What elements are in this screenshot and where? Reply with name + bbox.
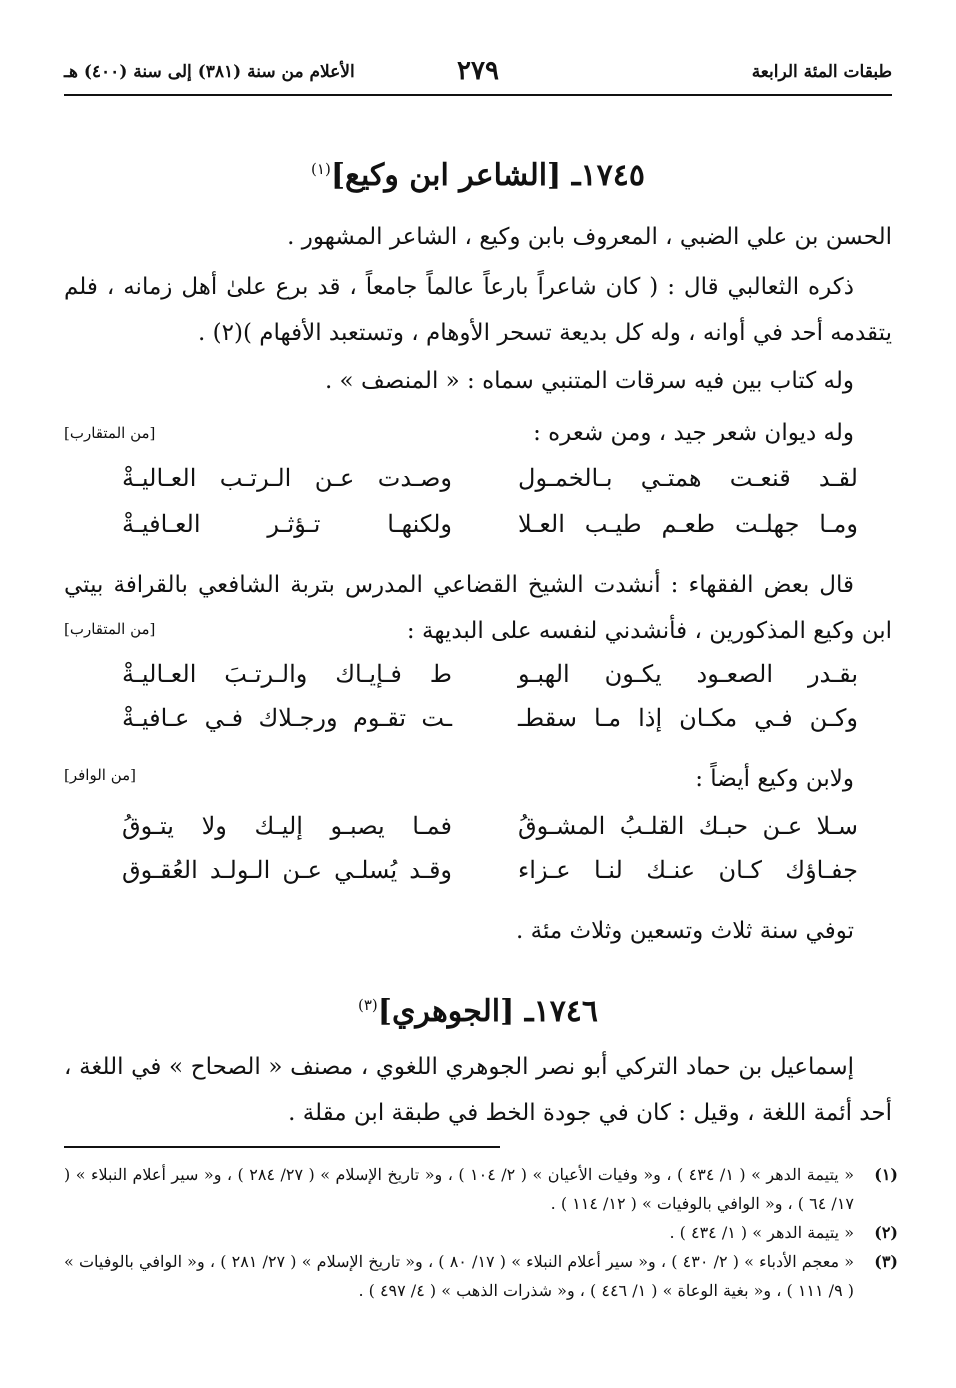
- entry-title-text: ١٧٤٥ـ [الشاعر ابن وكيع]: [330, 158, 645, 193]
- footnote: [64, 1218, 898, 1247]
- verse-line: [64, 704, 892, 748]
- footnote-ref: (١): [311, 160, 331, 178]
- intro-paragraph: ولابن وكيع أيضاً :: [695, 766, 854, 792]
- hemistich-right: بقـدر الصعـود يكـون الهبـو: [518, 660, 858, 688]
- verse-line: [64, 856, 892, 900]
- footnote-number: (٢): [874, 1223, 898, 1242]
- entry-1746-title: [64, 994, 892, 1029]
- page-number: ٢٧٩: [457, 56, 499, 86]
- hemistich-left: ط فـإيـاك والـرتـبَ العـاليـةْ: [122, 660, 452, 688]
- hemistich-left: فمـا يصبـو إليـك ولا يتـوقُ: [122, 812, 452, 840]
- meter-label: [من الوافر]: [64, 766, 137, 784]
- chapter-title: طبقات المئة الرابعة: [751, 62, 892, 82]
- footnote-text: « يتيمة الدهر » ( ١/ ٤٣٤ ) .: [669, 1223, 854, 1242]
- footnote: [64, 1160, 898, 1218]
- header-rule: [64, 94, 892, 96]
- bio-paragraph: إسماعيل بن حماد التركي أبو نصر الجوهري اللغوي ، مصنف « الصحاح » في اللغة ، أحد أئمة اللغة ، وقيل : كان في جودة الخط في طبقة ابن مقلة .: [64, 1054, 892, 1126]
- hemistich-right: وكـن فـي مكـان إذا مـا سقطـ: [518, 704, 858, 732]
- verse-line: [64, 464, 892, 508]
- footnote-ref: (٣): [357, 996, 378, 1014]
- hemistich-right: لقـد قنعـت همتـي بـالخمـول: [518, 464, 858, 492]
- verse-line: [64, 812, 892, 856]
- hemistich-left: ـت تقـوم ورجـلاك فـي عـافيـةْ: [122, 704, 452, 732]
- entry-1745-title: [64, 158, 892, 193]
- anecdote-paragraph: قال بعض الفقهاء : أنشدت الشيخ القضاعي المدرس بتربة الشافعي بالقرافة بيتي ابن وكيع المذكورين ، فأنشدني لنفسه على البديهة :: [64, 572, 892, 644]
- hemistich-left: وقـد يُسلـي عـن الـولـد العُقـوق: [122, 856, 452, 884]
- footnote-rule: [64, 1146, 500, 1148]
- footnotes: [64, 1160, 898, 1305]
- footnote-number: (٣): [874, 1252, 898, 1271]
- verse-line: [64, 660, 892, 704]
- quote-paragraph: ذكره الثعالبي قال : ( كان شاعراً بارعاً عالماً جامعاً ، قد برع علىٰ أهل زمانه ، فلم يتقدمه أحد في أوانه ، وله كل بديعة تسحر الأوهام ، وتستعبد الأفهام )(٢) .: [64, 274, 892, 346]
- hemistich-right: سـلا عـن حبـك القلـبُ المشـوقُ: [518, 812, 858, 840]
- footnote-number: (١): [874, 1165, 898, 1184]
- footnote-text: « معجم الأدباء » ( ٢/ ٤٣٠ ) ، و« سير أعلام النبلاء » ( ١٧/ ٨٠ ) ، و« تاريخ الإسلام » ( ٢٧/ ٢٨١ ) ، و« الوافي بالوفيات » ( ٩/ ١١١ ) ، و« بغية الوعاة » ( ١/ ٤٤٦ ) ، و« شذرات الذهب » ( ٤/ ٤٩٧ ) .: [64, 1252, 855, 1300]
- bio-paragraph: الحسن بن علي الضبي ، المعروف بابن وكيع ، الشاعر المشهور .: [287, 224, 892, 250]
- footnote: [64, 1247, 898, 1305]
- entry-title-text: ١٧٤٦ـ [الجوهري]: [377, 994, 599, 1029]
- meter-label: [من المتقارب]: [64, 620, 156, 638]
- book-paragraph: وله كتاب بين فيه سرقات المتنبي سماه : « المنصف » .: [324, 368, 854, 394]
- hemistich-left: ولكنهـا تـؤثـر العـافيـةْ: [122, 510, 452, 538]
- verse-line: [64, 510, 892, 554]
- hemistich-left: وصـدت عـن الـرتـب العـاليـةْ: [122, 464, 452, 492]
- hemistich-right: جفـاؤك كـان عنـك لنـا عـزاء: [518, 856, 858, 884]
- hemistich-right: ومـا جهلـت طعـم طيـب العـلا: [518, 510, 858, 538]
- death-paragraph: توفي سنة ثلاث وتسعين وثلاث مئة .: [516, 918, 854, 944]
- meter-label: [من المتقارب]: [64, 424, 156, 442]
- diwan-paragraph: وله ديوان شعر جيد ، ومن شعره :: [533, 420, 854, 446]
- section-range: الأعلام من سنة (٣٨١) إلى سنة (٤٠٠) هـ: [64, 62, 355, 82]
- running-head: [64, 56, 892, 94]
- footnote-text: « يتيمة الدهر » ( ١/ ٤٣٤ ) ، و« وفيات الأعيان » ( ٢/ ١٠٤ ) ، و« تاريخ الإسلام » ( ٢٧/ ٢٨٤ ) ، و« سير أعلام النبلاء » ( ١٧/ ٦٤ ) ، و« الوافي بالوفيات » ( ١٢/ ١١٤ ) .: [64, 1165, 854, 1213]
